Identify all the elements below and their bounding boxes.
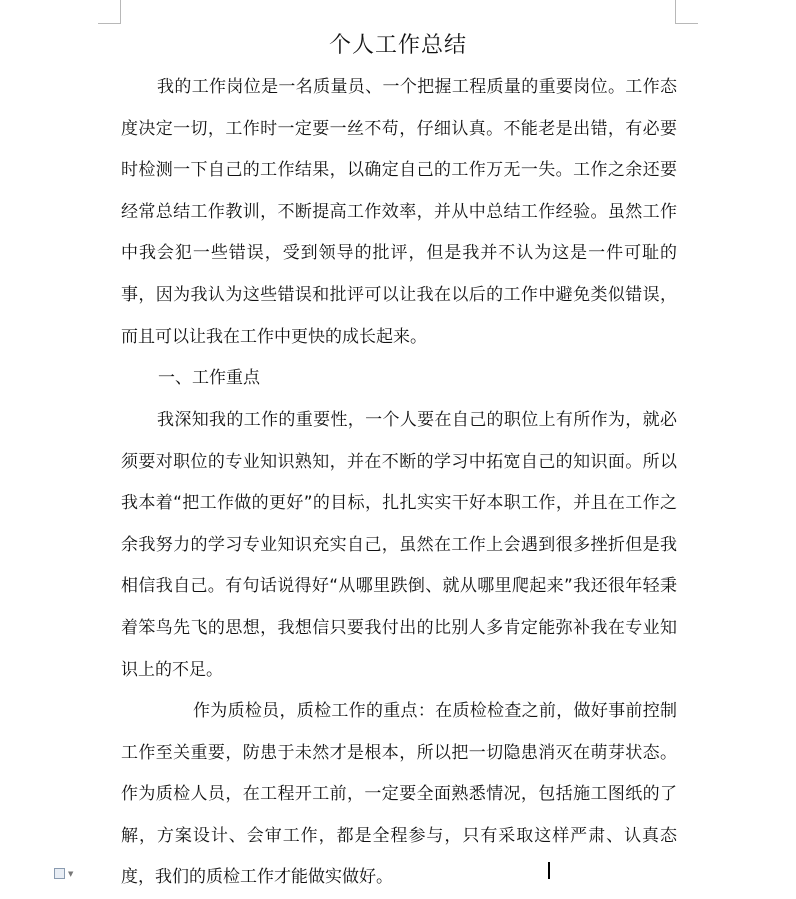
section-heading-work-focus: 一、工作重点 [158,368,260,388]
crop-mark-right-vertical [675,0,676,24]
text-cursor [548,862,550,879]
paragraph-quality-inspector: 作为质检员，质检工作的重点：在质检检查之前，做好事前控制工作至关重要，防患于未然才是根本，所以把一切隐患消灭在萌芽状态。作为质检人员，在工程开工前，一定要全面熟悉情况，包括施工图纸的了解，方案设计、会审工作，都是全程参与，只有采取这样严肃、认真态度，我们的质检工作才能做实做好。 [121,701,677,888]
crop-mark-left-horizontal [98,23,121,24]
paragraph-intro: 我的工作岗位是一名质量员、一个把握工程质量的重要岗位。工作态度决定一切，工作时一定要一丝不苟，仔细认真。不能老是出错，有必要时检测一下自己的工作结果，以确定自己的工作万无一失。工作之余还要经常总结工作教训，不断提高工作效率，并从中总结工作经验。虽然工作中我会犯一些错误，受到领导的批评，但是我并不认为这是一件可耻的事，因为我认为这些错误和批评可以让我在以后的工作中避免类似错误，而且可以让我在工作中更快的成长起来。 [121,77,677,347]
paste-options-icon[interactable] [54,868,65,879]
document-title: 个人工作总结 [328,33,467,58]
chevron-down-icon[interactable]: ▼ [68,870,74,878]
crop-mark-left-vertical [120,0,121,24]
paragraph-knowledge: 我深知我的工作的重要性，一个人要在自己的职位上有所作为，就必须要对职位的专业知识熟知，并在不断的学习中拓宽自己的知识面。所以我本着“把工作做的更好”的目标，扎扎实实干好本职工作，并且在工作之余我努力的学习专业知识充实自己，虽然在工作上会遇到很多挫折但是我相信我自己。有句话说得好“从哪里跌倒、就从哪里爬起来”我还很年轻秉着笨鸟先飞的思想，我想信只要我付出的比别人多肯定能弥补我在专业知识上的不足。 [121,410,677,680]
crop-mark-right-horizontal [675,23,698,24]
